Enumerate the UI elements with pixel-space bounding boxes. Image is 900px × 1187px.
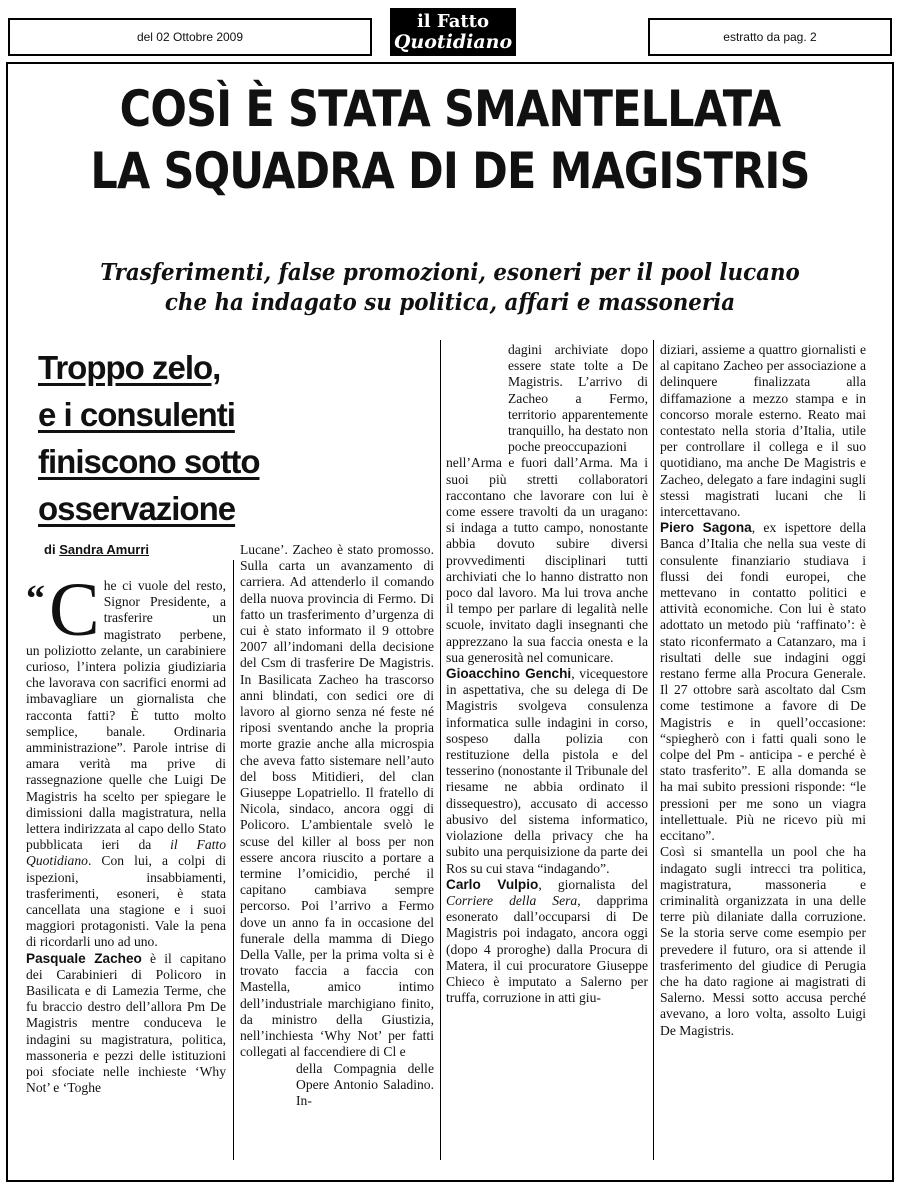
subheadline-line2: che ha indagato su politica, affari e massoneria <box>164 289 736 316</box>
newspaper-logo <box>390 8 516 56</box>
paragraph-text: , vicequestore in aspettativa, che su delega di De Magistris svolgeva consulenza informatica sulle indagini in corso, sospeso dalla polizia con restituzione della pistola e del tesserino (nonostante il Tribunale del riesame ne abbia ordinato il dissequestro), accusato di accesso abusivo del sistema informatico, violazione della privacy che ha subito una perquisizione da parte dei Ros su cui stava “indagando”. <box>446 666 648 876</box>
box-title-line1: Troppo zelo, <box>38 349 221 386</box>
column-rule <box>653 340 654 1160</box>
paragraph-text: . Con lui, a colpi di ispezioni, insabbiamenti, trasferimenti, esoneri, è stata cancellata una stagione e i suoi maggiori protagonisti. Vale la pena di ricordarli uno ad uno. <box>26 853 226 950</box>
newspaper-name: Corriere della Sera <box>446 892 578 908</box>
person-name: Gioacchino Genchi <box>446 666 572 682</box>
paragraph <box>26 951 226 1097</box>
logo-bottom: Quotidiano <box>393 31 513 53</box>
date-box <box>8 18 372 56</box>
paragraph-text: he ci vuole del resto, Signor Presidente, a trasferire un magistrato perbene, un poliziotto zelante, un carabiniere curioso, l’intera polizia giudiziaria che lavorava con sacrifici enormi ad imbavagliare un giornalista che racconta fatti? È tutto molto semplice, banale. Ordinaria amministrazione”. Parole intrise di amara verità ma prive di rassegnazione quelle che Luigi De Magistris ha scelto per spiegare le dimissioni dalla magistratura, nella lettera indirizzata al capo dello Stato pubblicata ieri da <box>26 578 226 853</box>
drop-cap: C <box>49 568 100 652</box>
byline-prefix: di <box>44 542 56 557</box>
extract-box <box>648 18 892 56</box>
byline <box>44 542 149 557</box>
article-column-3 <box>446 342 648 1006</box>
subheadline-line1: Trasferimenti, false promozioni, esoneri per il pool lucano <box>100 259 800 286</box>
newspaper-name: il Fatto Quotidiano <box>26 837 227 869</box>
paragraph: Lucane’. Zacheo è stato promosso. Sulla carta un avanzamento di carriera. Ad attenderlo il comando della nuova provincia di Fermo. Di fatto un trasferimento d’urgenza di cui è stato informato il 9 ottobre 2007 all’indomani della decisione del Csm di trasferire De Magistris. In Basilicata Zacheo ha trascorso anni blindati, con sedici ore di lavoro al giorno senza né feste né riposi sventando anche la propria morte grazie anche alla microspia che aveva fatto sistemare nell’auto del boss Mitidieri, del clan Giuseppe Lopatriello. Il fratello di Nicola, sindaco, ancora oggi di Policoro. L’ambientale svelò le scuse del killer al boss per non essere ancora riuscito a portare a termine l’omicidio, perché il capitano cambiava sempre percorso. Poi l’arrivo a Fermo dove un anno fa in occasione del funerale della mamma di Diego Della Valle, per la prima volta si è trovato faccia a faccia con Mastella, amico intimo dell’industriale marchigiano finito, da ministro della Giustizia, nell’inchiesta ‘Why Not’ per fatti collegati al faccendiere di Cl e <box>240 542 434 1060</box>
extract-page: estratto da pag. 2 <box>723 30 817 44</box>
box-title <box>38 344 288 532</box>
headline <box>68 78 832 202</box>
paragraph <box>660 520 866 844</box>
paragraph: dagini archiviate dopo essere state tolte a De Magistris. L’arrivo di Zacheo a Fermo, territorio apparentemente tranquillo, ha destato non poche preoccupazioni <box>508 342 648 455</box>
person-name: Pasquale Zacheo <box>26 950 142 966</box>
logo-top: il Fatto <box>416 11 490 32</box>
headline-line2: LA SQUADRA DI DE MAGISTRIS <box>90 142 810 200</box>
column-rule <box>440 340 441 1160</box>
paragraph: diziari, assieme a quattro giornalisti e al capitano Zacheo per associazione a delinquere finalizzata alla diffamazione a mezzo stampa e in concorso morale esterno. Reato mai contestato nella storia d’Italia, utile per controllare il collega e il suo quotidiano, ma anche De Magistris e Zacheo, delegato a fare indagini sugli stessi magistrati lucani che li intercettavano. <box>660 342 866 520</box>
column-rule <box>233 560 234 1160</box>
paragraph-text: , giornalista del <box>538 876 648 892</box>
article-column-4 <box>660 342 866 1039</box>
paragraph <box>446 666 648 877</box>
paragraph <box>446 877 648 1007</box>
article-column-1 <box>26 568 227 1097</box>
box-title-line4: osservazione <box>38 490 236 527</box>
author-name: Sandra Amurri <box>59 542 150 557</box>
article-column-2 <box>240 542 434 1109</box>
headline-line1: COSÌ È STATA SMANTELLATA <box>119 80 781 138</box>
paragraph: della Compagnia delle Opere Antonio Saladino. In- <box>296 1060 434 1108</box>
paragraph: Così si smantella un pool che ha indagato sugli intrecci tra politica, magistratura, massoneria e criminalità organizzata in una delle terre più dilaniate dalla corruzione. Se la storia serve come esempio per prevedere il futuro, ora si attende il trasferimento del giudice di Perugia che ha dato ragione ai magistrati di Salerno. Messi sotto accusa perché avevano, a loro volta, assolto Luigi De Magistris. <box>660 844 866 1038</box>
issue-date: del 02 Ottobre 2009 <box>136 30 244 44</box>
paragraph-text: , ex ispettore della Banca d’Italia che nella sua veste di consulente finanziario studiava i flussi dei fondi europei, che mettevano in contatto politici e attività economiche. Con lui è stato adottato un metodo più ‘raffinato’: è stato riconfermato a Catanzaro, ma i risultati delle sue indagini oggi restano ferme alla Procura Generale. Il 27 ottobre sarà ascoltato dal Csm come testimone a favore di De Magistris e in quell’occasione: “spiegherò con i fatti quali sono le colpe del Pm - anticipa - e perché è stato trasferito”. E alla domanda se ha mai subito pressioni risponde: “le pressioni per me sono un viagra intellettuale. Più ne ricevo più mi eccitano”. <box>660 520 867 844</box>
paragraph-text: è il capitano dei Carabinieri di Policoro in Basilicata e di Lamezia Terme, che fu braccio destro dell’allora Pm De Magistris mentre conduceva le indagini su magistratura, politica, massoneria e pezzi delle istituzioni poi sfociate nelle inchieste ‘Why Not’ e ‘Toghe <box>26 950 227 1096</box>
box-title-line3: finiscono sotto <box>38 443 260 480</box>
quote-mark: “ <box>26 578 45 620</box>
subheadline <box>37 258 863 318</box>
box-title-line2: e i consulenti <box>38 396 235 433</box>
paragraph: nell’Arma e fuori dall’Arma. Ma i suoi più stretti collaboratori raccontano che lavorare con lui è come essere travolti da un uragano: si indaga a tutto campo, nonostante abbia dovuto subire diversi provvedimenti disciplinari tutti archiviati che lo hanno distratto non poco dal lavoro. Ma lui trova anche il tempo per parlare di legalità nelle scuole, invitato dagli insegnanti che apprezzano la sua faccia onesta e la sua generosità nel comunicare. <box>446 455 648 665</box>
person-name: Piero Sagona <box>660 520 752 536</box>
paragraph <box>26 568 227 951</box>
person-name: Carlo Vulpio <box>446 876 539 892</box>
paragraph-text: , dapprima esonerato dall’occuparsi di De Magistris poi indagato, ancora oggi (dopo 4 proroghe) dalla Procura di Matera, il cui procuratore Giuseppe Chieco è imputato a Salerno per truffa, corruzione in atti giu- <box>446 892 648 1006</box>
